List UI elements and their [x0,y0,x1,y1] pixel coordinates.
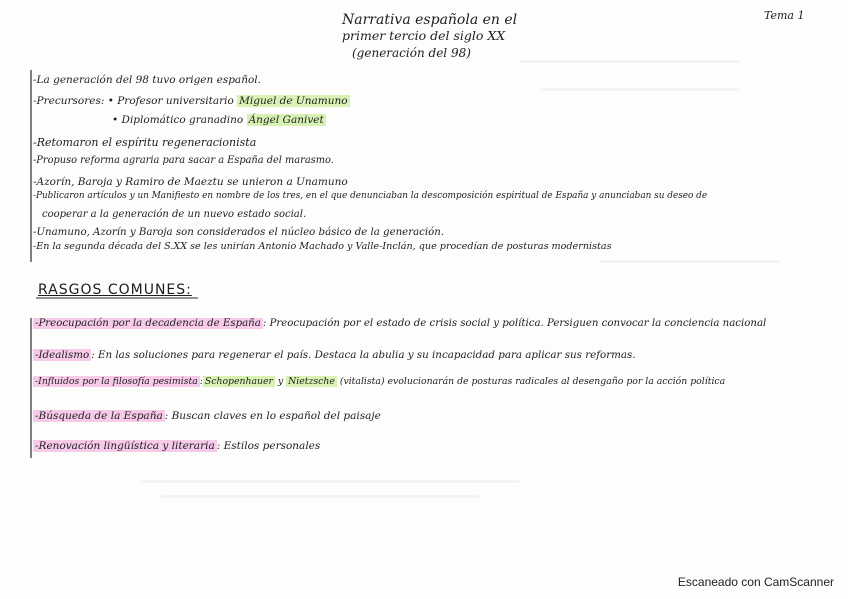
note-line-precursores [33,96,350,107]
trait-line-filosofia [33,377,725,386]
trait-line-idealismo [33,350,636,360]
note-text: • Diplomático granadino [112,114,244,126]
trait-text: (vitalista) evolucionarán de posturas radicales al desengaño por la acción política [336,376,726,387]
trait-line-busqueda [33,411,381,422]
highlighted-name: Nietzsche [288,376,335,387]
trait-text: : [199,376,203,387]
highlighted-trait: -Renovación lingüística y literaria [35,440,215,452]
highlighted-name: Ángel Ganivet [248,114,324,126]
note-line: -En la segunda década del S.XX se les unirían Antonio Machado y Valle-Inclán, que procedían de posturas modernistas [33,241,612,252]
highlighted-trait: -Preocupación por la decadencia de España [35,318,261,329]
note-line: -La generación del 98 tuvo origen español. [33,74,261,86]
note-line: -Publicaron artículos y un Manifiesto en nombre de los tres, en el que denunciaban la descomposición espiritual de España y anunciaban su deseo de [33,191,708,201]
highlighted-name: Schopenhauer [204,376,273,387]
scanner-watermark: Escaneado con CamScanner [677,575,834,589]
topic-label: Tema 1 [764,9,805,22]
note-line: -Retomaron el espíritu regeneracionista [33,136,257,149]
note-line-continued: cooperar a la generación de un nuevo estado social. [42,209,307,220]
highlighted-trait: -Influidos por la filosofía pesimista [35,376,198,387]
highlighted-trait: -Idealismo [35,349,90,361]
page-title-line-2: primer tercio del siglo XX [342,28,506,43]
note-line: -Azorín, Baroja y Ramiro de Maeztu se unieron a Unamuno [33,176,348,188]
page-title-line-3: (generación del 98) [352,46,471,60]
trait-line-decadencia [33,319,766,329]
trait-text: : Estilos personales [216,440,321,452]
highlighted-trait: -Búsqueda de la España [35,410,163,422]
note-line: -Unamuno, Azorín y Baroja son considerados el núcleo básico de la generación. [33,227,445,238]
trait-line-renovacion [33,441,320,452]
note-line-precursores-2 [112,115,326,126]
trait-text: : En las soluciones para regenerar el país. Destaca la abulia y su incapacidad para aplicar sus reformas. [91,349,636,361]
trait-text: y [274,376,287,387]
section-heading: RASGOS COMUNES: [38,282,192,298]
page-title-line-1: Narrativa española en el [342,12,518,28]
trait-text: : Preocupación por el estado de crisis social y política. Persiguen convocar la conciencia nacional [262,318,767,329]
trait-text: : Buscan claves en lo español del paisaje [164,410,381,422]
note-text: -Precursores: • Profesor universitario [33,95,234,107]
highlighted-name: Miguel de Unamuno [239,95,348,107]
note-line: -Propuso reforma agraria para sacar a España del marasmo. [33,155,334,166]
